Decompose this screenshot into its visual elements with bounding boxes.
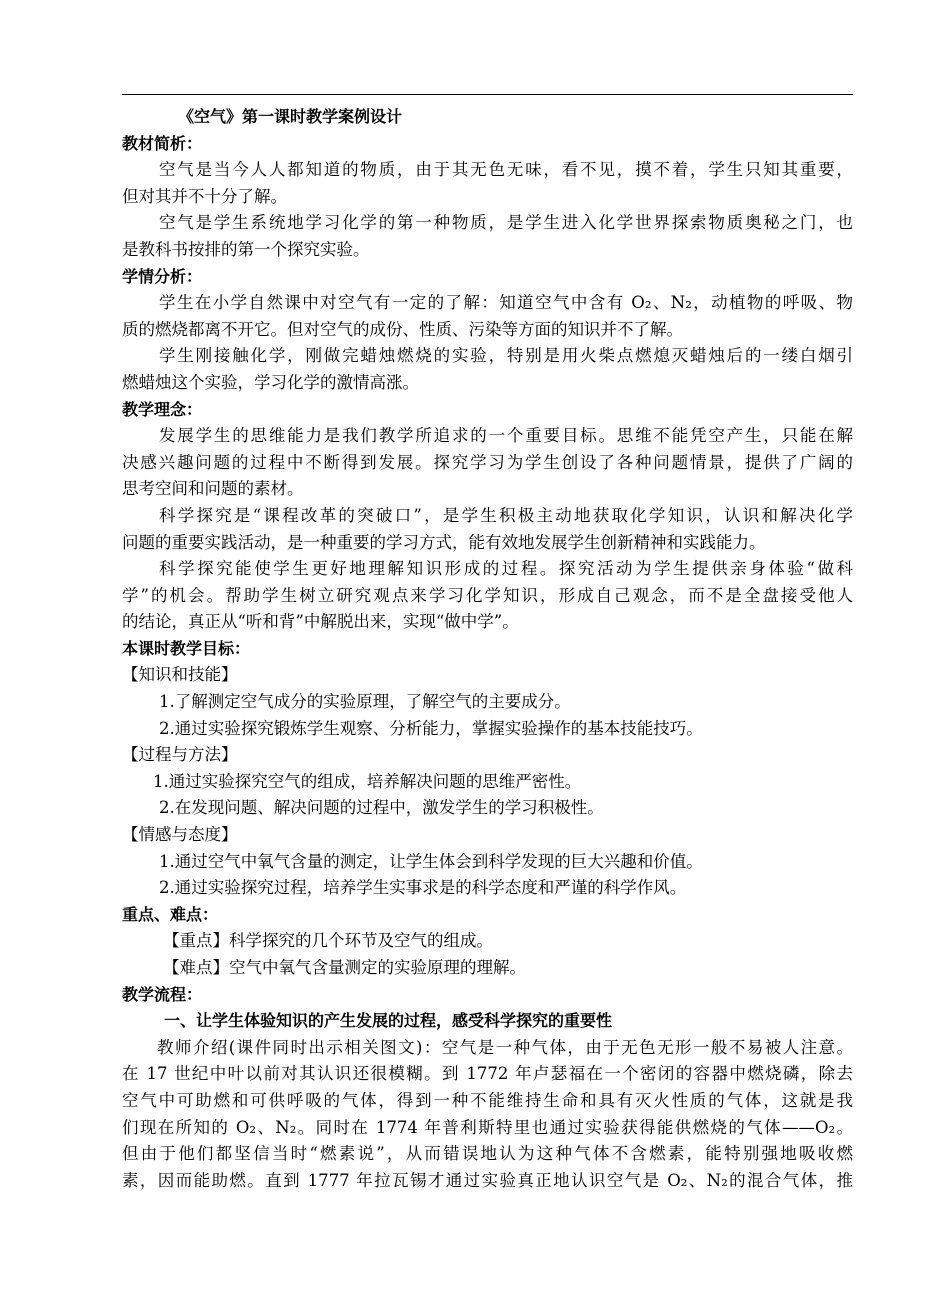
section-heading-goals: 本课时教学目标： (122, 638, 251, 658)
goal-item: 1.通过空气中氧气含量的测定，让学生体会到科学发现的巨大兴趣和价值。 (159, 851, 703, 871)
paragraph-line: 问题的重要实践活动，是一种重要的学习方式，能有效地发展学生创新精神和实践能力。 (122, 532, 766, 552)
document-body (122, 104, 853, 1194)
keypoint-item: 【难点】空气中氧气含量测定的实验原理的理解。 (163, 958, 526, 977)
paragraph-line: 素，因而能助燃。直到 1777 年拉瓦锡才通过实验真正地认识空气是 O₂、N₂的混合气体，推 (122, 1170, 853, 1190)
goal-category-knowledge: 【知识和技能】 (122, 665, 238, 685)
paragraph-line: 科学探究能使学生更好地理解知识形成的过程。探究活动为学生提供亲身体验“做科 (159, 559, 853, 579)
paragraph-line: 但对其并不十分了解。 (122, 186, 287, 206)
paragraph-line: 教师介绍(课件同时出示相关图文)：空气是一种气体，由于无色无形一般不易被人注意。 (157, 1037, 853, 1057)
keypoint-item: 【重点】科学探究的几个环节及空气的组成。 (163, 931, 493, 951)
paragraph-line: 空气中可助燃和可供呼吸的气体，得到一种不能维持生命和具有灭火性质的气体，这就是我 (122, 1090, 853, 1110)
paragraph-line: 质的燃烧都离不开它。但对空气的成份、性质、污染等方面的知识并不了解。 (122, 319, 683, 339)
paragraph-line: 空气是当今人人都知道的物质，由于其无色无味，看不见，摸不着，学生只知其重要， (159, 160, 853, 180)
section-heading-students: 学情分析： (122, 266, 203, 286)
document-title: 《空气》第一课时教学案例设计 (178, 107, 403, 126)
paragraph-line: 学”的机会。帮助学生树立研究观点来学习化学知识，形成自己观念，而不是全盘接受他人 (122, 585, 853, 605)
section-heading-philosophy: 教学理念： (122, 399, 203, 419)
paragraph-line: 的结论，真正从“听和背”中解脱出来，实现“做中学”。 (122, 612, 519, 632)
paragraph-line: 燃蜡烛这个实验，学习化学的激情高涨。 (122, 372, 419, 392)
paragraph-line: 发展学生的思维能力是我们教学所追求的一个重要目标。思维不能凭空产生，只能在解 (159, 426, 853, 446)
paragraph-line: 学生在小学自然课中对空气有一定的了解：知道空气中含有 O₂、N₂，动植物的呼吸、物 (159, 293, 853, 313)
section-heading-flow: 教学流程： (122, 984, 203, 1004)
paragraph-line: 科学探究是“课程改革的突破口”，是学生积极主动地获取化学知识，认识和解决化学 (159, 505, 853, 525)
paragraph-line: 是教科书按排的第一个探究实验。 (122, 239, 370, 259)
goal-item: 1.了解测定空气成分的实验原理，了解空气的主要成分。 (159, 692, 571, 712)
paragraph-line: 学生刚接触化学，刚做完蜡烛燃烧的实验，特别是用火柴点燃熄灭蜡烛后的一缕白烟引 (159, 346, 853, 366)
paragraph-line: 但由于他们都坚信当时“燃素说”，从而错误地认为这种气体不含燃素，能特别强地吸收燃 (122, 1144, 853, 1164)
goal-category-process: 【过程与方法】 (122, 745, 238, 765)
paragraph-line: 在 17 世纪中叶以前对其认识还很模糊。到 1772 年卢瑟福在一个密闭的容器中燃烧磷，除去 (122, 1064, 853, 1084)
paragraph-line: 们现在所知的 O₂、N₂。同时在 1774 年普利斯特里也通过实验获得能供燃烧的气体——O₂。 (122, 1117, 853, 1137)
goal-item: 2.通过实验探究锻炼学生观察、分析能力，掌握实验操作的基本技能技巧。 (159, 718, 703, 738)
goal-item: 1.通过实验探究空气的组成，培养解决问题的思维严密性。 (153, 771, 582, 791)
goal-item: 2.在发现问题、解决问题的过程中，激发学生的学习积极性。 (159, 798, 604, 818)
goal-category-attitude: 【情感与态度】 (122, 825, 238, 845)
paragraph-line: 思考空间和问题的素材。 (122, 479, 304, 499)
paragraph-line: 决感兴趣问题的过程中不断得到发展。探究学习为学生创设了各种问题情景，提供了广阔的 (122, 452, 853, 472)
flow-subheading: 一、让学生体验知识的产生发展的过程，感受科学探究的重要性 (164, 1011, 613, 1031)
section-heading-keypoints: 重点、难点： (122, 904, 219, 924)
goal-item: 2.通过实验探究过程，培养学生实事求是的科学态度和严谨的科学作风。 (159, 878, 687, 898)
header-rule (122, 94, 853, 95)
paragraph-line: 空气是学生系统地学习化学的第一种物质，是学生进入化学世界探索物质奥秘之门，也 (159, 213, 853, 233)
section-heading-textbook: 教材简析： (122, 133, 203, 153)
